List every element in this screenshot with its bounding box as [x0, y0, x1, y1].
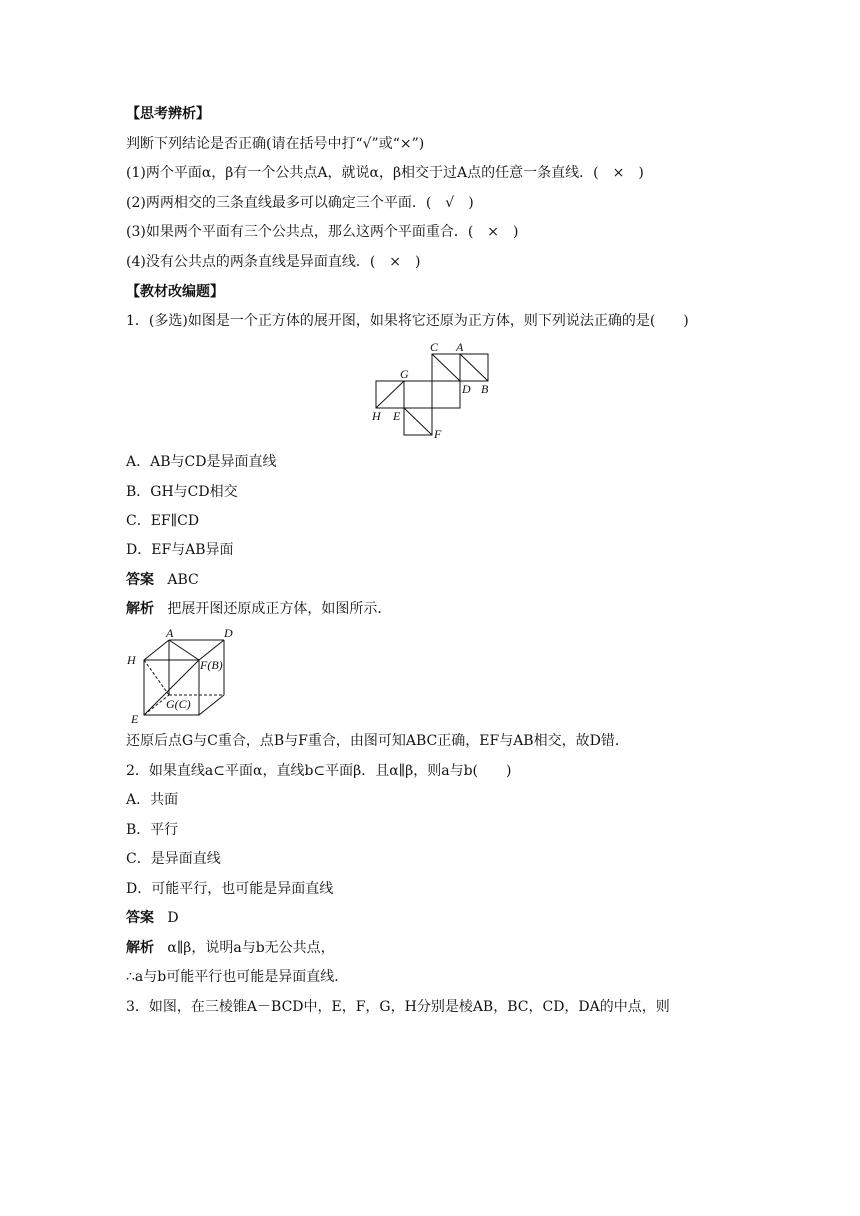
cube-net-figure [360, 338, 500, 446]
q2-answer-value: D [167, 910, 179, 926]
cube-label-fb: F(B) [200, 658, 223, 672]
cube-figure [124, 626, 244, 726]
think-item-3: (3)如果两个平面有三个公共点，那么这两个平面重合．( × ) [126, 224, 519, 240]
net-label-h: H [372, 409, 381, 423]
q1-option-c: C．EF∥CD [126, 513, 200, 529]
think-item-4: (4)没有公共点的两条直线是异面直线．( × ) [126, 254, 421, 270]
cube-label-d: D [224, 626, 233, 640]
q2-option-b: B．平行 [126, 822, 179, 838]
q2-analysis-label: 解析 [126, 940, 154, 956]
q1-conclusion: 还原后点G与C重合，点B与F重合，由图可知ABC正确，EF与AB相交，故D错． [126, 733, 629, 749]
q1-analysis [126, 599, 391, 619]
q2-answer-label: 答案 [126, 910, 154, 926]
think-item-2: (2)两两相交的三条直线最多可以确定三个平面．( √ ) [126, 195, 474, 211]
q2-stem: 2．如果直线a⊂平面α，直线b⊂平面β．且α∥β，则a与b( ) [126, 763, 512, 779]
q1-analysis-label: 解析 [126, 601, 154, 617]
q2-option-a: A．共面 [126, 792, 179, 808]
q1-answer-value: ABC [167, 572, 199, 588]
q2-option-c: C．是异面直线 [126, 851, 221, 867]
net-label-b: B [481, 382, 489, 396]
q3-stem: 3．如图，在三棱锥A－BCD中，E，F，G，H分别是棱AB，BC，CD，DA的中点，则 [126, 999, 670, 1015]
q2-analysis-line-2: ∴a与b可能平行也可能是异面直线． [126, 969, 349, 985]
think-item-1: (1)两个平面α，β有一个公共点A，就说α，β相交于过A点的任意一条直线．( × ) [126, 165, 644, 181]
textbook-header: 【教材改编题】 [126, 284, 224, 300]
cube-label-h: H [127, 653, 136, 667]
net-label-a: A [456, 340, 464, 354]
q1-option-a: A．AB与CD是异面直线 [126, 454, 277, 470]
net-label-c: C [430, 340, 439, 354]
q2-analysis [126, 938, 335, 958]
net-label-e: E [393, 409, 401, 423]
net-label-g: G [400, 367, 409, 381]
think-instruction: 判断下列结论是否正确(请在括号中打“√”或“×”) [126, 136, 425, 152]
q1-analysis-text: 把展开图还原成正方体，如图所示． [167, 601, 392, 617]
cube-label-a: A [166, 626, 174, 640]
q1-stem: 1．(多选)如图是一个正方体的展开图，如果将它还原为正方体，则下列说法正确的是( ) [126, 313, 689, 329]
cube-label-gc: G(C) [166, 697, 191, 711]
q2-analysis-line-1: α∥β，说明a与b无公共点， [167, 940, 335, 956]
q1-option-d: D．EF与AB异面 [126, 542, 234, 558]
q1-answer-label: 答案 [126, 572, 154, 588]
q1-option-b: B．GH与CD相交 [126, 484, 238, 500]
net-label-d: D [462, 382, 471, 396]
q1-answer [126, 570, 199, 590]
think-header: 【思考辨析】 [126, 106, 210, 122]
cube-label-e: E [131, 712, 139, 726]
net-label-f: F [434, 427, 442, 441]
q2-option-d: D．可能平行，也可能是异面直线 [126, 881, 334, 897]
q2-answer [126, 908, 179, 928]
